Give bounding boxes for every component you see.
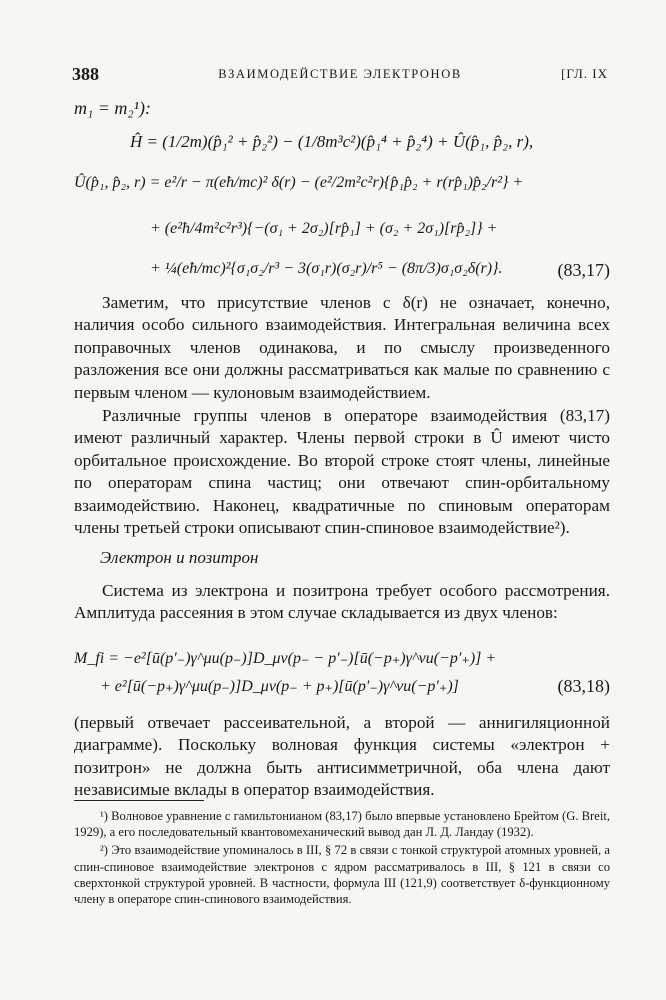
running-title: ВЗАИМОДЕЙСТВИЕ ЭЛЕКТРОНОВ: [218, 67, 462, 81]
paragraph-4: [74, 712, 610, 802]
paragraph-text: (первый отвечает рассеивательной, а второй — аннигиляционной диаграмме). Поскольку волновая функция системы «электрон + позитрон» не должна быть антисимметричной, оба члена дают независимые вклады в оператор взаимодействия.: [74, 713, 610, 800]
section-heading: Электрон и позитрон: [100, 548, 259, 567]
chapter-label: [ГЛ. IX: [561, 66, 608, 81]
page-number: 388: [72, 64, 99, 84]
equation-number: (83,18): [557, 676, 610, 696]
equation-line: + (e²ħ/4m²c²r³){−(σ₁ + 2σ₂)[rp̂₁] + (σ₂ + 2σ₁)[rp̂₂]} +: [150, 220, 498, 237]
footnote-1: ¹) Волновое уравнение с гамильтонианом (83,17) было впервые установлено Брейтом (G. Breit, 1929), а его последовательный квантовомеханический вывод дан Л. Д. Ландау (1932).: [74, 809, 610, 840]
footnote-2: ²) Это взаимодействие упоминалось в III, § 72 в связи с тонкой структурой атомных уровней, а спин-спиновое взаимодействие электронов с ядром рассматривалось в III, § 121 в связи со сверхтонкой структурой уровней. В частности, формула III (121,9) соответствует δ-функционному члену в операторе спин-спинового взаимодействия.: [74, 843, 610, 907]
equation-number: (83,17): [557, 260, 610, 280]
paragraph-text: Система из электрона и позитрона требует особого рассмотрения. Амплитуда рассеяния в этом случае складывается из двух членов:: [74, 581, 610, 623]
equation-line: Û(p̂₁, p̂₂, r) = e²/r − π(eħ/mc)² δ(r) − (e²/2m²c²r){p̂₁p̂₂ + r(rp̂₁)p̂₂/r²} +: [74, 174, 524, 191]
equation-line: + e²[ū(−p₊)γ^μu(p₋)]D_μν(p₋ + p₊)[ū(p′₋)γ^νu(−p′₊)]: [100, 678, 459, 695]
paragraph-2: [74, 405, 610, 539]
equation-line: M_fi = −e²[ū(p′₋)γ^μu(p₋)]D_μν(p₋ − p′₋)[ū(−p₊)γ^νu(−p′₊)] +: [74, 650, 497, 667]
footnote-divider: [74, 800, 204, 801]
equation-line: Ĥ = (1/2m)(p̂₁² + p̂₂²) − (1/8m³c²)(p̂₁⁴ + p̂₂⁴) + Û(p̂₁, p̂₂, r),: [130, 132, 534, 151]
paragraph-1: [74, 292, 610, 404]
running-header: [72, 64, 608, 86]
paragraph-3: [74, 580, 610, 625]
equation-line: + ¼(eħ/mc)²{σ₁σ₂/r³ − 3(σ₁r)(σ₂r)/r⁵ − (8π/3)σ₁σ₂δ(r)}.: [150, 260, 503, 277]
intro-line: m₁ = m₂¹):: [74, 98, 152, 118]
paragraph-text: Различные группы членов в операторе взаимодействия (83,17) имеют различный характер. Члены первой строки в Û имеют чисто орбитальное происхождение. Во второй строке стоят члены, линейные по операторам спина частиц; они отвечают спин-орбитальному взаимодействию. Наконец, квадратичные по спиновым операторам члены третьей строки описывают спин-спиновое взаимодействие²).: [74, 406, 610, 538]
footnotes: [74, 808, 610, 909]
paragraph-text: Заметим, что присутствие членов с δ(r) не означает, конечно, наличия особо сильного взаимодействия. Интегральная величина всех поправочных членов одинакова, и по смыслу произведенного разложения все они должны рассматриваться как малые по сравнению с первым членом — кулоновым взаимодействием.: [74, 293, 610, 402]
